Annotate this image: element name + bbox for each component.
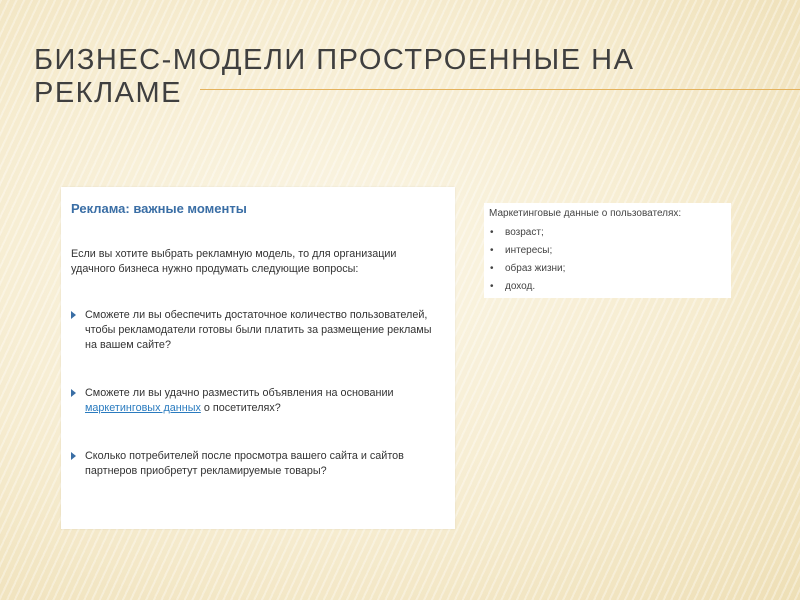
slide-title: БИЗНЕС-МОДЕЛИ ПРОСТРОЕННЫЕ НА РЕКЛАМЕ	[34, 44, 635, 109]
list-item	[489, 242, 565, 260]
list-item	[489, 260, 565, 278]
list-item-label: интересы;	[505, 245, 553, 256]
question-text: Сможете ли вы обеспечить достаточное количество пользователей, чтобы рекламодатели готовы были платить за размещение рекламы на вашем сайте?	[85, 309, 432, 351]
question-item	[71, 308, 446, 353]
panel-heading: Реклама: важные моменты	[71, 201, 247, 216]
question-text-end: о посетителях?	[200, 402, 281, 414]
list-item-label: возраст;	[505, 227, 544, 238]
list-item	[489, 278, 565, 296]
arrow-bullet-icon	[71, 311, 76, 319]
intro-text: Если вы хотите выбрать рекламную модель, то для организации удачного бизнеса нужно продумать следующие вопросы:	[71, 248, 397, 275]
arrow-bullet-icon	[71, 452, 76, 460]
title-divider	[200, 89, 800, 90]
bullet-icon: •	[490, 281, 494, 292]
marketing-data-list	[489, 224, 565, 296]
question-item	[71, 449, 446, 479]
bullet-icon: •	[490, 263, 494, 274]
arrow-bullet-icon	[71, 389, 76, 397]
bullet-icon: •	[490, 227, 494, 238]
question-text-start: Сможете ли вы удачно разместить объявления на основании	[85, 387, 394, 399]
bullet-icon: •	[490, 245, 494, 256]
list-item-label: образ жизни;	[505, 263, 566, 274]
marketing-data-panel	[484, 203, 731, 298]
question-list	[71, 308, 446, 479]
marketing-data-title: Маркетинговые данные о пользователях:	[489, 208, 682, 219]
question-text: Сколько потребителей после просмотра вашего сайта и сайтов партнеров приобретут рекламируемые товары?	[85, 450, 404, 477]
list-item-label: доход.	[505, 281, 536, 292]
ad-key-points-panel	[61, 187, 455, 529]
marketing-data-link[interactable]: маркетинговых данных	[85, 402, 201, 414]
list-item	[489, 224, 565, 242]
question-item	[71, 386, 446, 416]
